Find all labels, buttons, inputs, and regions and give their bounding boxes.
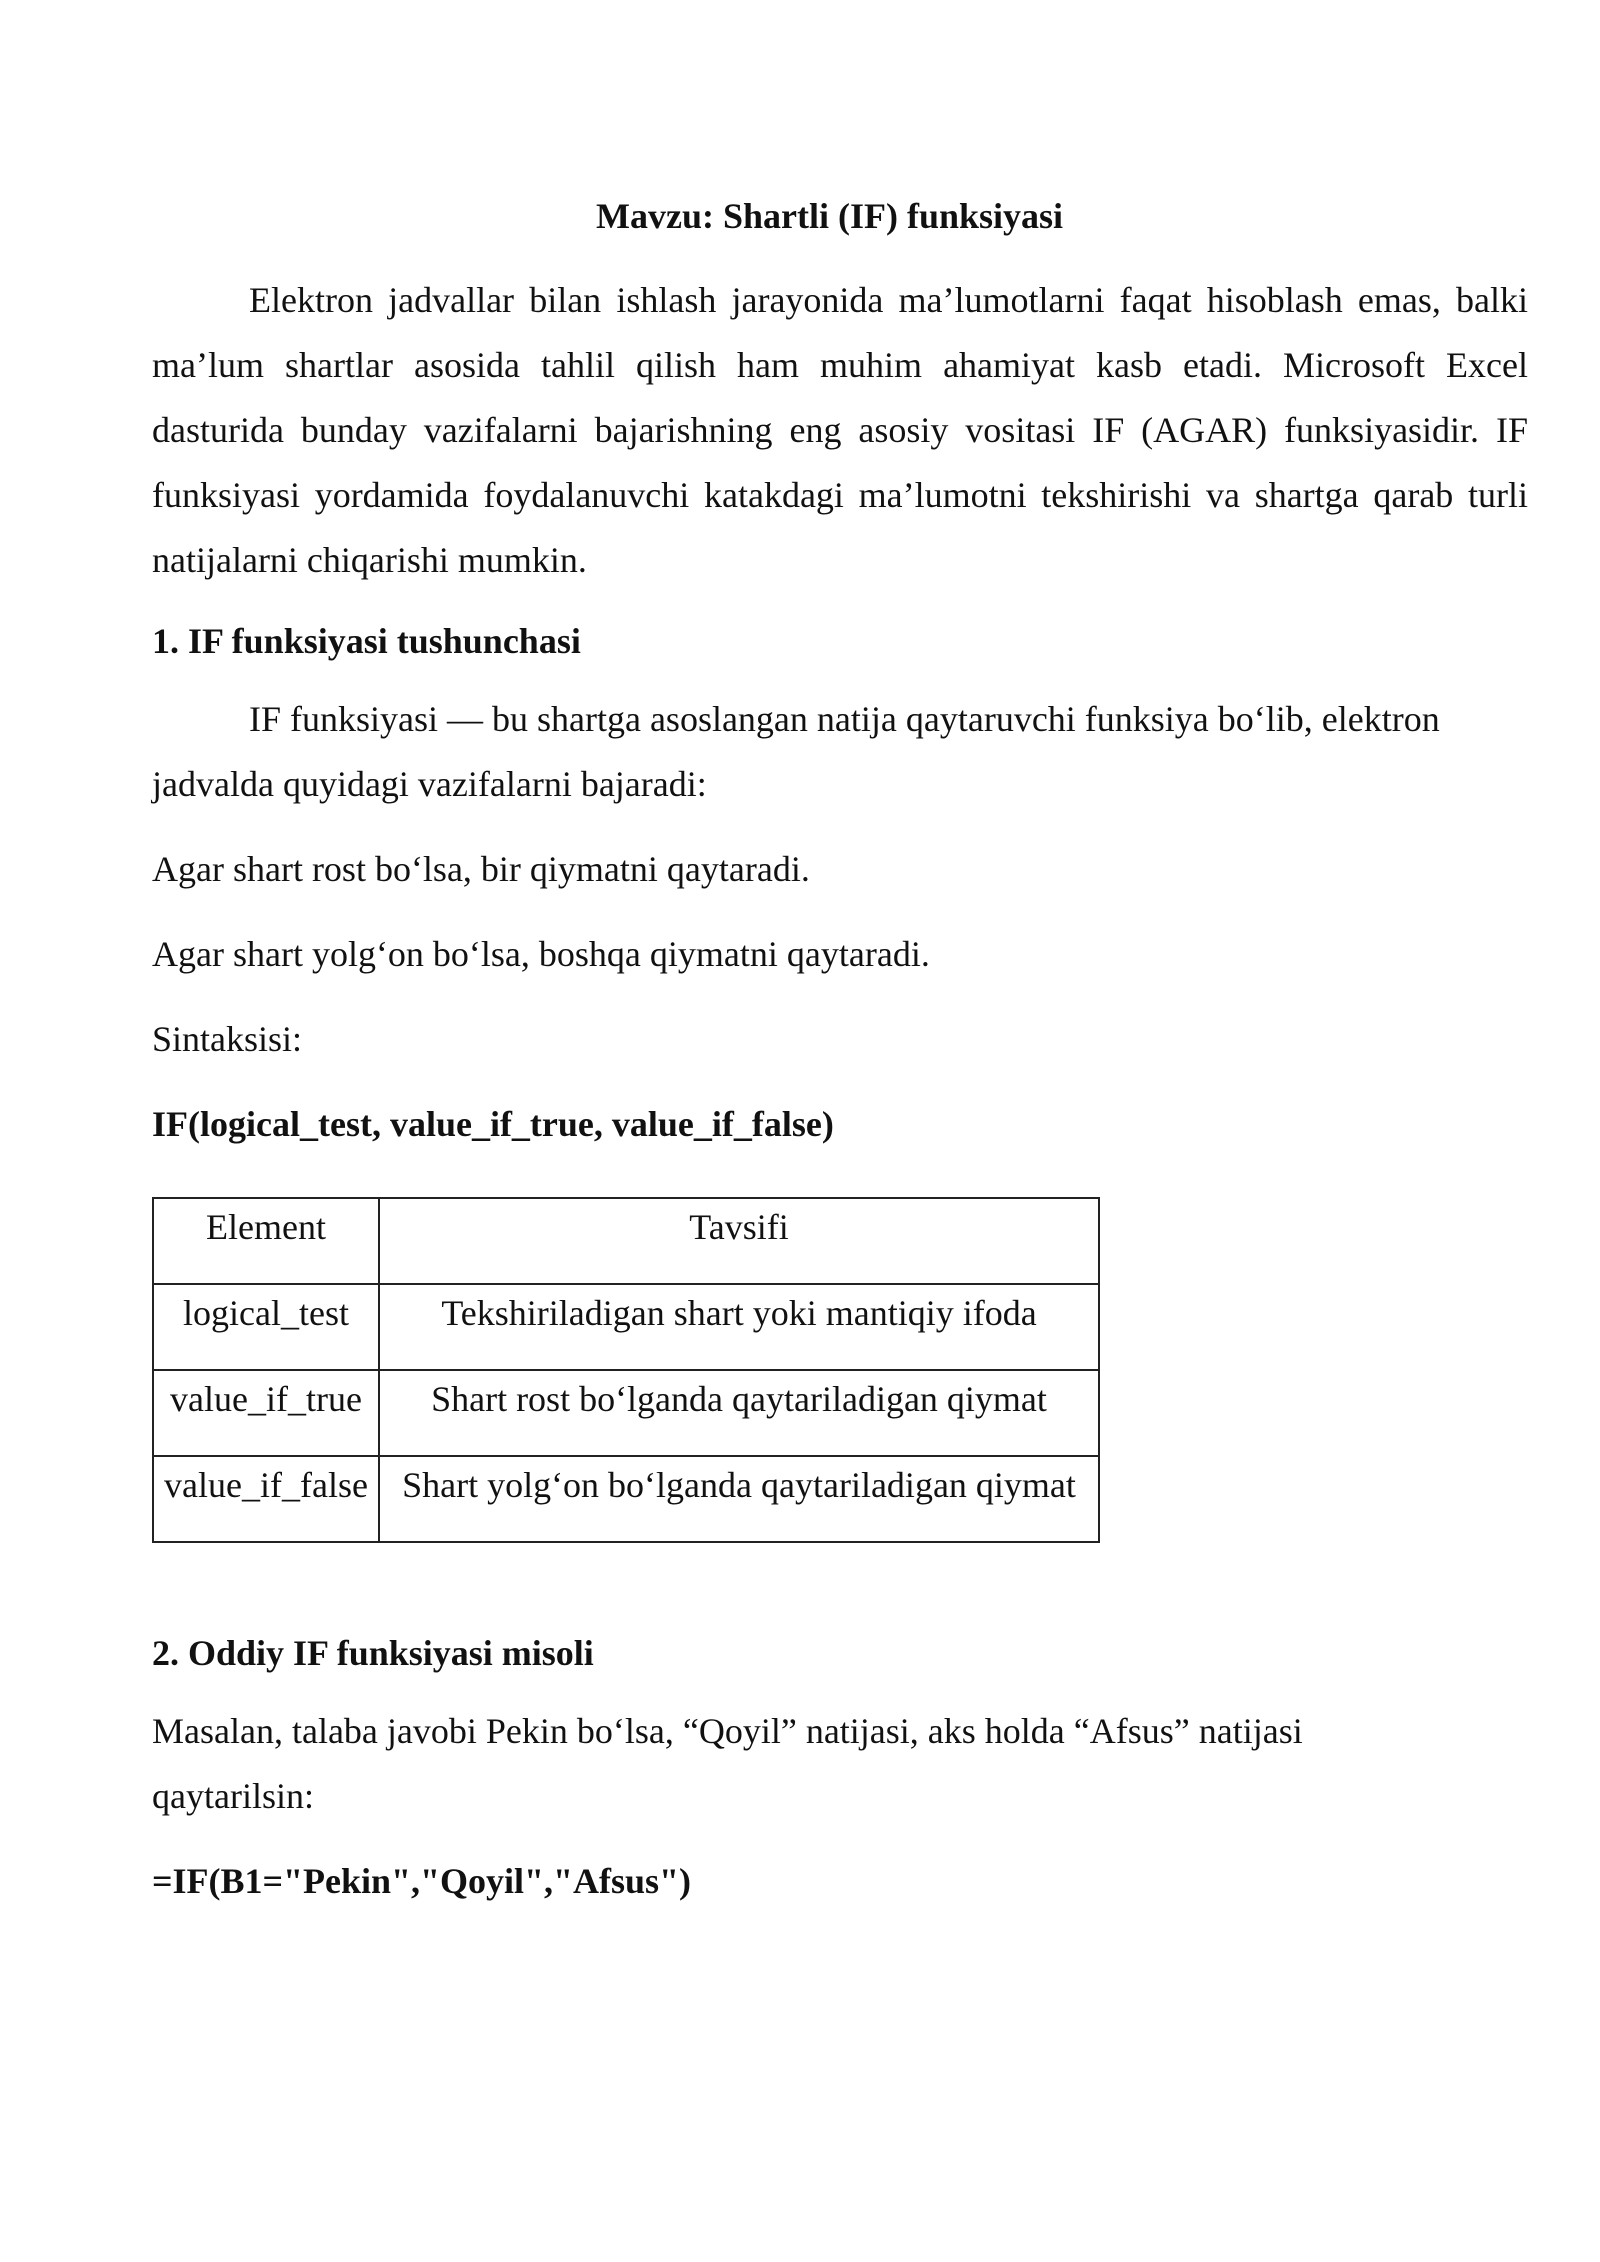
- condition-false-line: Agar shart yolg‘on bo‘lsa, boshqa qiymatni qaytaradi.: [152, 934, 930, 974]
- example-formula: =IF(B1="Pekin","Qoyil","Afsus"): [152, 1861, 691, 1901]
- table-cell-element: value_if_false: [153, 1456, 379, 1542]
- table-cell-description: Shart yolg‘on bo‘lganda qaytariladigan qiymat: [379, 1456, 1099, 1542]
- table-row: [153, 1456, 1099, 1542]
- table-row: [153, 1370, 1099, 1456]
- section-2-paragraph: Masalan, talaba javobi Pekin bo‘lsa, “Qoyil” natijasi, aks holda “Afsus” natijasi qaytarilsin:: [152, 1711, 1303, 1816]
- table-header-row: [153, 1198, 1099, 1284]
- table-cell-description: Tekshiriladigan shart yoki mantiqiy ifoda: [379, 1284, 1099, 1370]
- document-title: Mavzu: Shartli (IF) funksiyasi: [596, 196, 1064, 236]
- document-page: [152, 190, 1528, 1914]
- section-2-heading: 2. Oddiy IF funksiyasi misoli: [152, 1633, 594, 1673]
- table-header-cell: Element: [153, 1198, 379, 1284]
- intro-paragraph: Elektron jadvallar bilan ishlash jarayonida ma’lumotlarni faqat hisoblash emas, balki ma’lum shartlar asosida tahlil qilish ham muhim ahamiyat kasb etadi. Microsoft Excel dasturida bunday vazifalarni bajarishning eng asosiy vositasi IF (AGAR) funksiyasidir. IF funksiyasi yordamida foydalanuvchi katakdagi ma’lumotni tekshirishi va shartga qarab turli natijalarni chiqarishi mumkin.: [152, 280, 1528, 580]
- section-1-paragraph: IF funksiyasi — bu shartga asoslangan natija qaytaruvchi funksiya bo‘lib, elektron jadvalda quyidagi vazifalarni bajaradi:: [152, 699, 1440, 804]
- condition-true-line: Agar shart rost bo‘lsa, bir qiymatni qaytaradi.: [152, 849, 810, 889]
- table-row: [153, 1284, 1099, 1370]
- table-cell-description: Shart rost bo‘lganda qaytariladigan qiymat: [379, 1370, 1099, 1456]
- table-header-cell: Tavsifi: [379, 1198, 1099, 1284]
- syntax-label: Sintaksisi:: [152, 1019, 303, 1059]
- syntax-formula: IF(logical_test, value_if_true, value_if_false): [152, 1104, 834, 1144]
- section-1-heading: 1. IF funksiyasi tushunchasi: [152, 621, 581, 661]
- table-cell-element: value_if_true: [153, 1370, 379, 1456]
- elements-table: [152, 1197, 1100, 1543]
- table-cell-element: logical_test: [153, 1284, 379, 1370]
